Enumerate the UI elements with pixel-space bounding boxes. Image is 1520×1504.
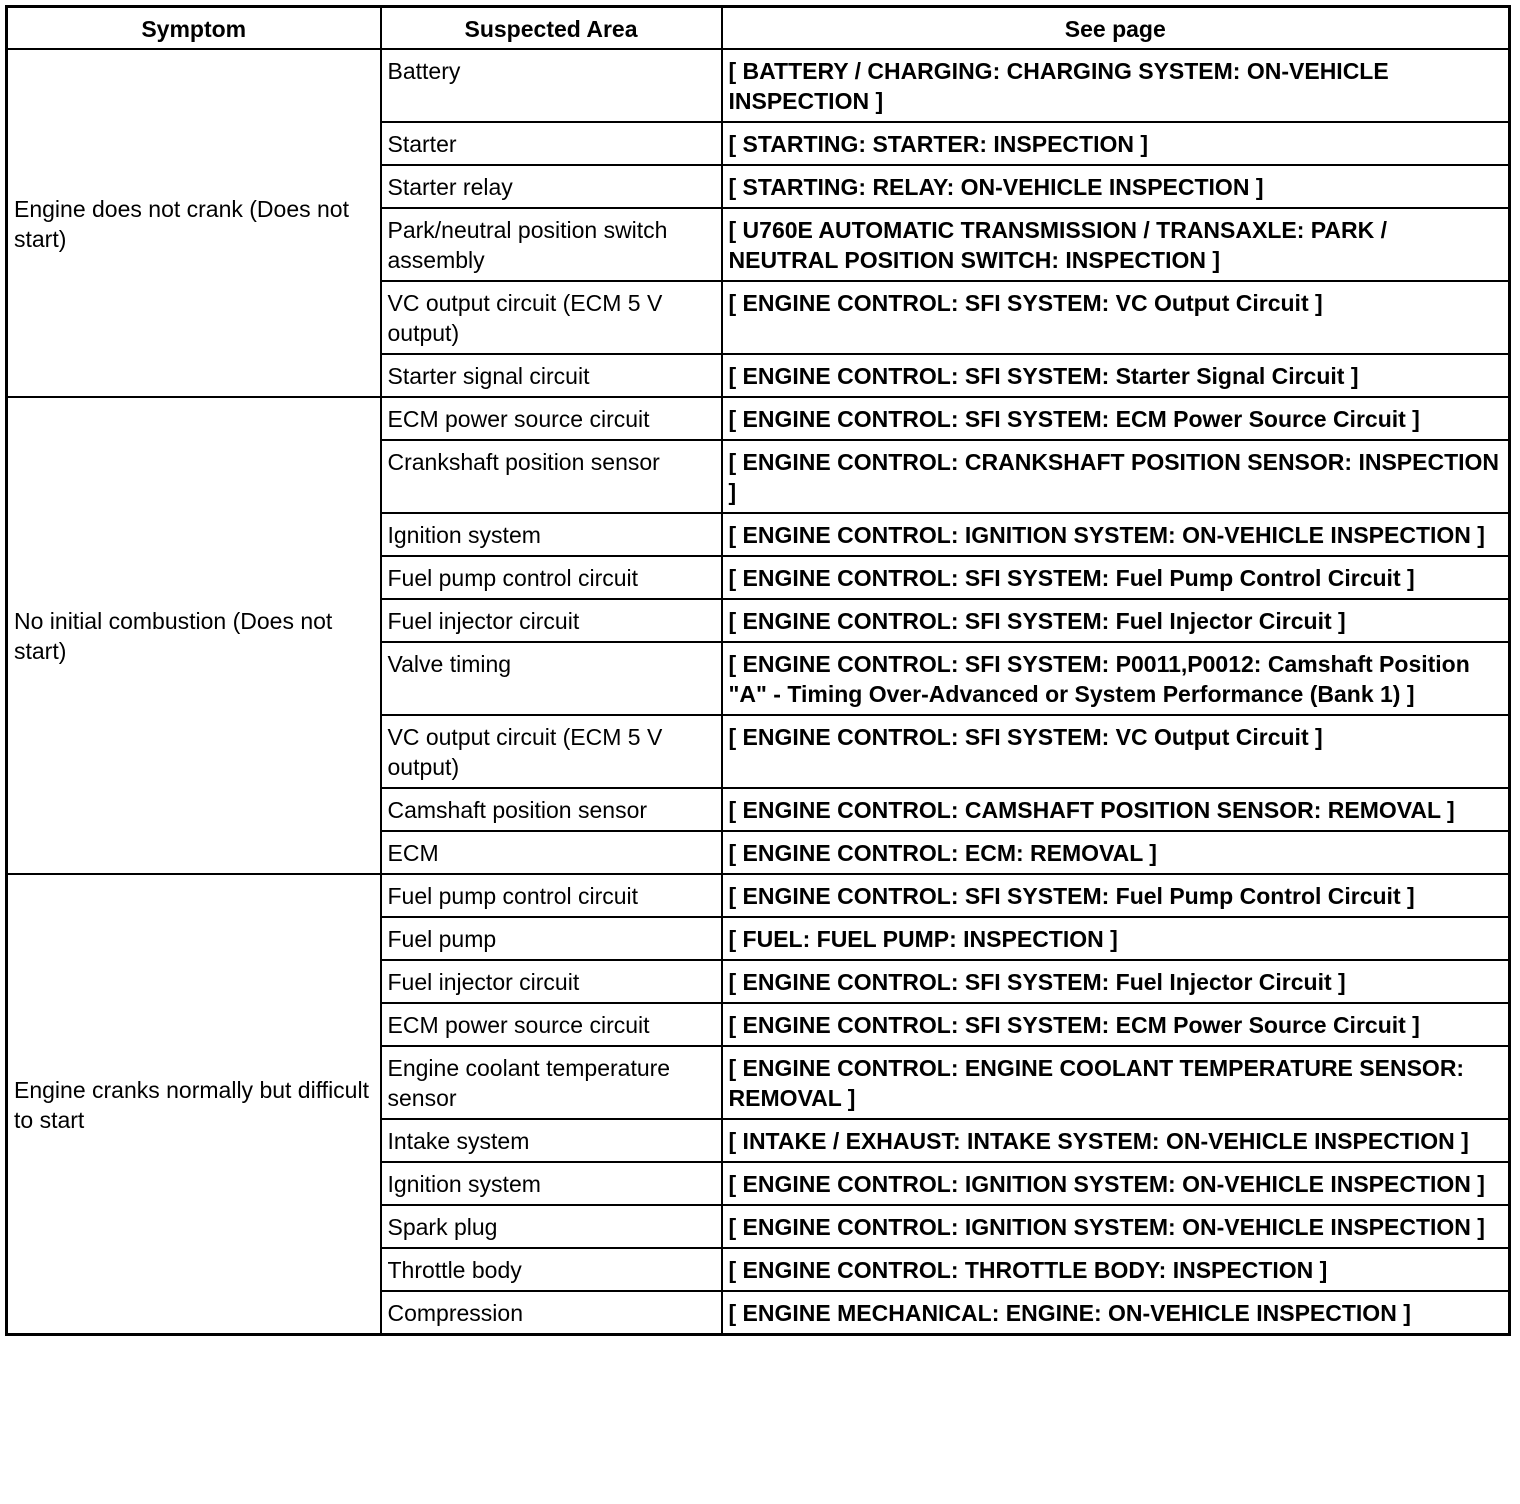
suspected-area-cell: Compression — [381, 1291, 722, 1335]
see-page-link[interactable]: [ ENGINE CONTROL: IGNITION SYSTEM: ON-VEHICLE INSPECTION ] — [722, 1162, 1510, 1205]
see-page-link[interactable]: [ ENGINE CONTROL: ECM: REMOVAL ] — [722, 831, 1510, 874]
see-page-link[interactable]: [ STARTING: RELAY: ON-VEHICLE INSPECTION ] — [722, 165, 1510, 208]
see-page-link[interactable]: [ INTAKE / EXHAUST: INTAKE SYSTEM: ON-VEHICLE INSPECTION ] — [722, 1119, 1510, 1162]
suspected-area-cell: Crankshaft position sensor — [381, 440, 722, 513]
suspected-area-cell: Spark plug — [381, 1205, 722, 1248]
suspected-area-cell: Valve timing — [381, 642, 722, 715]
suspected-area-cell: ECM power source circuit — [381, 397, 722, 440]
suspected-area-cell: Camshaft position sensor — [381, 788, 722, 831]
see-page-link[interactable]: [ ENGINE MECHANICAL: ENGINE: ON-VEHICLE INSPECTION ] — [722, 1291, 1510, 1335]
header-suspected-area: Suspected Area — [381, 7, 722, 50]
see-page-link[interactable]: [ ENGINE CONTROL: SFI SYSTEM: ECM Power Source Circuit ] — [722, 1003, 1510, 1046]
header-row — [7, 7, 1510, 50]
see-page-link[interactable]: [ ENGINE CONTROL: SFI SYSTEM: VC Output Circuit ] — [722, 281, 1510, 354]
suspected-area-cell: ECM power source circuit — [381, 1003, 722, 1046]
see-page-link[interactable]: [ BATTERY / CHARGING: CHARGING SYSTEM: ON-VEHICLE INSPECTION ] — [722, 49, 1510, 122]
see-page-link[interactable]: [ ENGINE CONTROL: SFI SYSTEM: P0011,P0012: Camshaft Position "A" - Timing Over-Advanced or System Performance (Bank 1) ] — [722, 642, 1510, 715]
suspected-area-cell: Ignition system — [381, 1162, 722, 1205]
suspected-area-cell: ECM — [381, 831, 722, 874]
table-row — [7, 49, 1510, 122]
see-page-link[interactable]: [ ENGINE CONTROL: SFI SYSTEM: Fuel Injector Circuit ] — [722, 599, 1510, 642]
see-page-link[interactable]: [ ENGINE CONTROL: SFI SYSTEM: VC Output Circuit ] — [722, 715, 1510, 788]
troubleshooting-table — [5, 5, 1511, 1336]
suspected-area-cell: Throttle body — [381, 1248, 722, 1291]
see-page-link[interactable]: [ ENGINE CONTROL: SFI SYSTEM: Fuel Pump Control Circuit ] — [722, 556, 1510, 599]
see-page-link[interactable]: [ ENGINE CONTROL: ENGINE COOLANT TEMPERATURE SENSOR: REMOVAL ] — [722, 1046, 1510, 1119]
see-page-link[interactable]: [ ENGINE CONTROL: IGNITION SYSTEM: ON-VEHICLE INSPECTION ] — [722, 1205, 1510, 1248]
see-page-link[interactable]: [ U760E AUTOMATIC TRANSMISSION / TRANSAXLE: PARK / NEUTRAL POSITION SWITCH: INSPECTION ] — [722, 208, 1510, 281]
suspected-area-cell: Engine coolant temperature sensor — [381, 1046, 722, 1119]
see-page-link[interactable]: [ ENGINE CONTROL: CAMSHAFT POSITION SENSOR: REMOVAL ] — [722, 788, 1510, 831]
see-page-link[interactable]: [ ENGINE CONTROL: IGNITION SYSTEM: ON-VEHICLE INSPECTION ] — [722, 513, 1510, 556]
see-page-link[interactable]: [ ENGINE CONTROL: CRANKSHAFT POSITION SENSOR: INSPECTION ] — [722, 440, 1510, 513]
table-row — [7, 397, 1510, 440]
see-page-link[interactable]: [ ENGINE CONTROL: SFI SYSTEM: Fuel Injector Circuit ] — [722, 960, 1510, 1003]
see-page-link[interactable]: [ ENGINE CONTROL: SFI SYSTEM: Fuel Pump Control Circuit ] — [722, 874, 1510, 917]
suspected-area-cell: Battery — [381, 49, 722, 122]
table-body — [7, 49, 1510, 1335]
header-see-page: See page — [722, 7, 1510, 50]
suspected-area-cell: Starter signal circuit — [381, 354, 722, 397]
suspected-area-cell: VC output circuit (ECM 5 V output) — [381, 281, 722, 354]
suspected-area-cell: Fuel pump control circuit — [381, 556, 722, 599]
see-page-link[interactable]: [ STARTING: STARTER: INSPECTION ] — [722, 122, 1510, 165]
header-symptom: Symptom — [7, 7, 381, 50]
suspected-area-cell: Starter relay — [381, 165, 722, 208]
symptom-cell: No initial combustion (Does not start) — [7, 397, 381, 874]
suspected-area-cell: Fuel pump control circuit — [381, 874, 722, 917]
suspected-area-cell: Fuel injector circuit — [381, 960, 722, 1003]
suspected-area-cell: Intake system — [381, 1119, 722, 1162]
suspected-area-cell: Fuel injector circuit — [381, 599, 722, 642]
suspected-area-cell: Fuel pump — [381, 917, 722, 960]
see-page-link[interactable]: [ ENGINE CONTROL: THROTTLE BODY: INSPECTION ] — [722, 1248, 1510, 1291]
symptom-cell: Engine does not crank (Does not start) — [7, 49, 381, 397]
suspected-area-cell: Ignition system — [381, 513, 722, 556]
see-page-link[interactable]: [ ENGINE CONTROL: SFI SYSTEM: ECM Power Source Circuit ] — [722, 397, 1510, 440]
see-page-link[interactable]: [ FUEL: FUEL PUMP: INSPECTION ] — [722, 917, 1510, 960]
suspected-area-cell: VC output circuit (ECM 5 V output) — [381, 715, 722, 788]
suspected-area-cell: Starter — [381, 122, 722, 165]
see-page-link[interactable]: [ ENGINE CONTROL: SFI SYSTEM: Starter Signal Circuit ] — [722, 354, 1510, 397]
symptom-cell: Engine cranks normally but difficult to start — [7, 874, 381, 1335]
suspected-area-cell: Park/neutral position switch assembly — [381, 208, 722, 281]
table-row — [7, 874, 1510, 917]
